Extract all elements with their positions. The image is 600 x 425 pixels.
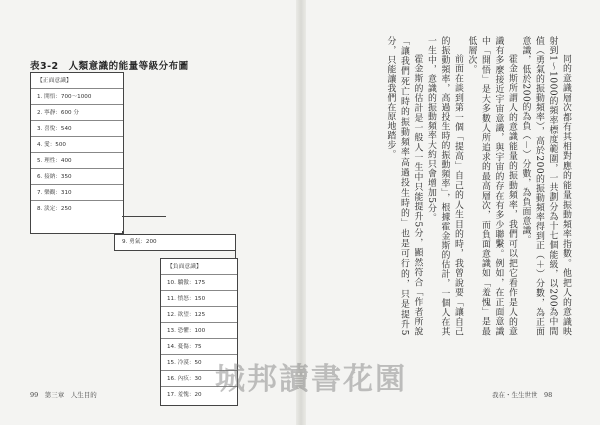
negative-item: 14. 憂傷：75 [161,339,237,355]
right-footer: 我在・生生世世 98 [492,391,553,399]
courage-level: 9. 勇氣：200 [114,234,236,251]
paragraph: 同的意識層次都有其相對應的能量振動頻率指數。他把人的意識映射到1～1000的頻率標度範圍，一共劃分為十七個能級，以200為中間值（勇氣的振動頻率），高於200的振動頻率得到正（＋）分數，為正面意識，低於200的為負（－）分數，為負面意識。 [520,36,571,336]
watermark-logo: 城邦讀書花園 [215,362,407,397]
positive-item: 8. 淡定：250 [37,206,72,212]
negative-item: 13. 恐懼：100 [161,323,237,339]
connector-line [122,216,166,217]
positive-item: 2. 寧靜：600 分 [31,105,123,121]
negative-item: 11. 憤怒：150 [161,291,237,307]
body-text [320,36,572,336]
positive-consciousness-table [30,72,124,234]
positive-item: 1. 開悟：700～1000 [31,89,123,105]
positive-item: 7. 樂觀：310 [31,185,123,201]
positive-header: 【正面意識】 [31,73,123,89]
negative-item: 10. 驕傲：175 [161,275,237,291]
positive-item: 3. 喜悅：540 [31,121,123,137]
chart-title: 表3-2 人類意識的能量等級分布圖 [30,61,189,72]
left-footer: 99 第三章 人生目的 [30,391,97,399]
paragraph: 前面在談到第一個「提高」自己的人生目的時，我曾說要「讓自己的振動頻率，高過投生時的振動頻率」，根據霍金斯的估計，一個人在其一生中，意識的振動頻率大約只會增加5分。 [426,36,463,336]
paragraph: 霍金斯所謂人的意識能量的振動頻率，我們可以把它看作是人的意識有多麼接近宇宙意識，與宇宙的存在有多少聯繫。例如，在正面意識中「開悟」是大多數人所追求的最高層次，而負面意識如「羞愧」是最低層次。 [466,36,517,336]
negative-item: 17. 羞愧：20 [167,392,202,398]
paragraph: 霍金斯的估計是一般人一生中只能提升5分，顯然符合「作者所說「讓我們死亡時的振動頻率高過投生時的」也是可行的，只是提升5分，只能讓我們在原地踏步。 [385,36,423,336]
negative-item: 15. 冷漠：50 [161,355,237,371]
negative-item: 12. 欲望：125 [161,307,237,323]
negative-header: 【負面意識】 [161,259,237,275]
negative-item: 16. 內疚：30 [161,371,237,387]
positive-item: 5. 理性：400 [31,153,123,169]
positive-item: 4. 愛：500 [31,137,123,153]
positive-item: 6. 接納：350 [31,169,123,185]
